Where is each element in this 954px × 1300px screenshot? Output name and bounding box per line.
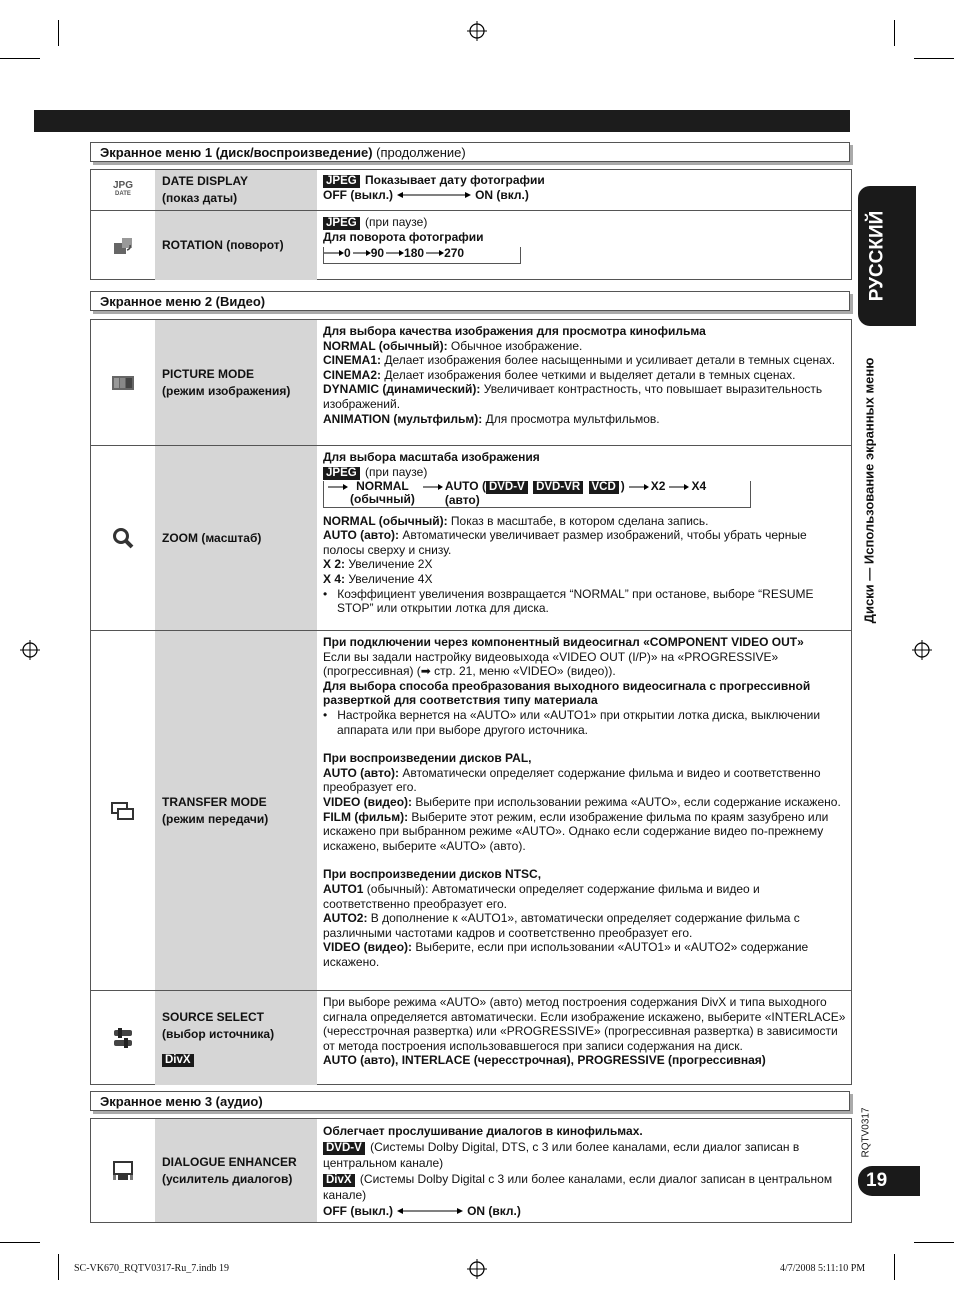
registration-mark-icon (467, 1259, 487, 1279)
page-number: 19 (858, 1166, 920, 1196)
row-name-ru: (масштаб) (201, 530, 262, 545)
row-name: SOURCE SELECT (162, 1009, 265, 1024)
jpeg-tag: JPEG (323, 175, 360, 188)
row-picture-mode: PICTURE MODE (режим изображения) Для выбора качества изображения для просмотра кинофильма NORMAL (обычный): Обычное изображение. CINEMA1: Делает изображения более насыщенными и усиливает детали в темных сценах. CINEMA2: Делает изображения более четкими и выделяет детали в темных сценах. DYNAMIC (динамический): Увеличивает контрастность, что повышает выразительность изображений. ANIMATION (мультфильм): Для просмотра мультфильмов. (91, 320, 851, 445)
crop-mark (58, 1254, 59, 1280)
jpeg-tag: JPEG (323, 217, 360, 230)
row-name: DATE DISPLAY (162, 174, 249, 188)
top-black-bar (34, 110, 850, 132)
dvd-v-tag: DVD-V (323, 1142, 365, 1155)
row-name-ru: (усилитель диалогов) (162, 1171, 293, 1186)
footer-file-name: SC-VK670_RQTV0317-Ru_7.indb 19 (74, 1263, 230, 1274)
jpeg-tag: JPEG (323, 467, 360, 480)
crop-mark (914, 58, 954, 59)
rotation-step: 0 (344, 245, 351, 260)
crop-mark (914, 1242, 954, 1243)
footer-timestamp: 4/7/2008 5:11:10 PM (780, 1263, 866, 1274)
row-name-ru: (режим изображения) (162, 383, 291, 398)
row-name-ru: (выбор источника) (162, 1026, 275, 1041)
transfer-mode-icon (91, 631, 155, 990)
row-name: TRANSFER MODE (162, 794, 267, 809)
divx-tag: DivX (162, 1054, 194, 1067)
row-dialogue-enhancer: DIALOGUE ENHANCER (усилитель диалогов) Облегчает прослушивание диалогов в кинофильмах. DVD-V (Системы Dolby Digital, DTS, с 3 или более каналами, если диалог записан в центральном канале) DivX (Системы Dolby Digital с 3 или более каналами, если диалог записан в центральном канале) OFF (выкл.) ON (вкл.) (91, 1119, 851, 1222)
registration-mark-icon (20, 640, 40, 660)
rotation-step: 180 (404, 245, 425, 260)
row-zoom: ZOOM (масштаб) Для выбора масштаба изображения JPEG (при паузе) NORMAL (обычный) AUTO ( DVD-V DVD-VR VCD ) (авто) X2 X4 NORMAL (обычный): Показ в масштабе, в котором сделана запись. AUTO (авто): Автоматически увеличивает размер изображений, чтобы убрать черные полосы сверху и снизу. X 2: Увеличение 2X X 4: Увеличение 4X • Коэффициент увеличения возвращается “NORMAL” при останове, выборе “RESUME STOP” или открытии лотка для диска. (91, 445, 851, 630)
source-select-icon (91, 991, 155, 1085)
vcd-tag: VCD (589, 481, 619, 494)
divx-tag: DivX (323, 1174, 355, 1187)
registration-mark-icon (467, 21, 487, 41)
zoom-x4: X4 (691, 478, 707, 493)
doc-code: RQTV0317 (860, 1106, 872, 1158)
zoom-x2: X2 (650, 478, 666, 493)
double-arrow-icon (397, 190, 471, 200)
date-display-icon: JPG DATE (112, 180, 133, 197)
section-side-label: Диски — Использование экранных меню (861, 357, 877, 623)
rotation-step: 270 (444, 245, 465, 260)
zoom-normal: NORMAL (356, 478, 409, 493)
row-rotation: ROTATION (поворот) JPEG (при паузе) Для поворота фотографии 0 90 180 270 (91, 210, 851, 280)
section2-table (90, 319, 852, 1085)
section2-header: Экранное меню 2 (Видео) (90, 291, 850, 311)
row-name: PICTURE MODE (162, 366, 255, 381)
row-name-ru: (поворот) (226, 238, 284, 252)
row-name: DIALOGUE ENHANCER (162, 1154, 297, 1169)
section1-header: Экранное меню 1 (диск/воспроизведение) (продолжение) (90, 142, 850, 162)
row-name: ROTATION (162, 238, 223, 252)
language-tab-label: РУССКИЙ (866, 210, 887, 302)
dvd-v-tag: DVD-V (486, 481, 528, 494)
double-arrow-icon (397, 1206, 463, 1216)
row-name-ru: (показ даты) (162, 191, 238, 205)
crop-mark (0, 58, 40, 59)
row-source-select: SOURCE SELECT (выбор источника) DivX При выборе режима «AUTO» (авто) метод построения содержания DivX и типа выходного сигнала определяется автоматически. Если изображение искажено, выберите «INTERLACE» (чересстрочная развертка) или «PROGRESSIVE» (прогрессивная развертка) в зависимости от метода построения использовавшегося при записи содержания на диск. AUTO (авто), INTERLACE (чересстрочная), PROGRESSIVE (прогрессивная) (91, 990, 851, 1085)
row-transfer-mode: TRANSFER MODE (режим передачи) При подключении через компонентный видеосигнал «COMPONENT VIDEO OUT» Если вы задали настройку видеовыхода «VIDEO OUT (I/P)» на «PROGRESSIVE» (прогрессивная) (➡ стр. 21, меню «VIDEO» (видео)). Для выбора способа преобразования выходного видеосигнала с прогрессивной разверткой для соответствия типу материала • Настройка вернется на «AUTO» или «AUTO1» при открытии лотка диска, выключении аппарата или при выборе другого источника. При воспроизведении дисков PAL, AUTO (авто): Автоматически определяет содержание фильма и видео и соответственно преобразует его. VIDEO (видео): Выберите при использовании режима «AUTO», если содержание искажено. FILM (фильм): Выберите этот режим, если изображение фильма по краям зазубрено или искажено при выбранном режиме «AUTO». Однако если содержание видео по-прежнему искажено, выберите «AUTO» (авто). При воспроизведении дисков NTSC, AUTO1 (обычный): Автоматически определяет содержание фильма и видео и соответственно преобразует его. AUTO2: В дополнение к «AUTO1», автоматически определяет содержание фильма с различными частотами кадров и соответственно преобразует его. VIDEO (видео): Выберите, если при использовании «AUTO1» и «AUTO2» содержание искажено. (91, 630, 851, 990)
picture-mode-icon (91, 320, 155, 445)
crop-mark (0, 1242, 40, 1243)
rotation-step: 90 (370, 245, 385, 260)
section3-table (90, 1118, 852, 1223)
dialogue-enhancer-icon (91, 1119, 155, 1222)
zoom-flow: NORMAL (обычный) AUTO ( DVD-V DVD-VR VCD ) (авто) X2 X4 (323, 481, 751, 508)
crop-mark (894, 20, 895, 46)
crop-mark (58, 20, 59, 46)
registration-mark-icon (912, 640, 932, 660)
dvd-vr-tag: DVD-VR (533, 481, 583, 494)
rotation-steps (323, 247, 521, 264)
zoom-icon (91, 446, 155, 630)
row-name-ru: (режим передачи) (162, 811, 269, 826)
section1-table (90, 169, 852, 280)
row-date-display: JPG DATE DATE DISPLAY (показ даты) JPEG Показывает дату фотографии OFF (выкл.) ON (вкл.) (91, 170, 851, 210)
zoom-auto: AUTO ( (444, 478, 486, 493)
rotation-icon (91, 211, 155, 280)
crop-mark (894, 1254, 895, 1280)
row-name: ZOOM (162, 530, 198, 545)
section3-header: Экранное меню 3 (аудио) (90, 1091, 850, 1111)
